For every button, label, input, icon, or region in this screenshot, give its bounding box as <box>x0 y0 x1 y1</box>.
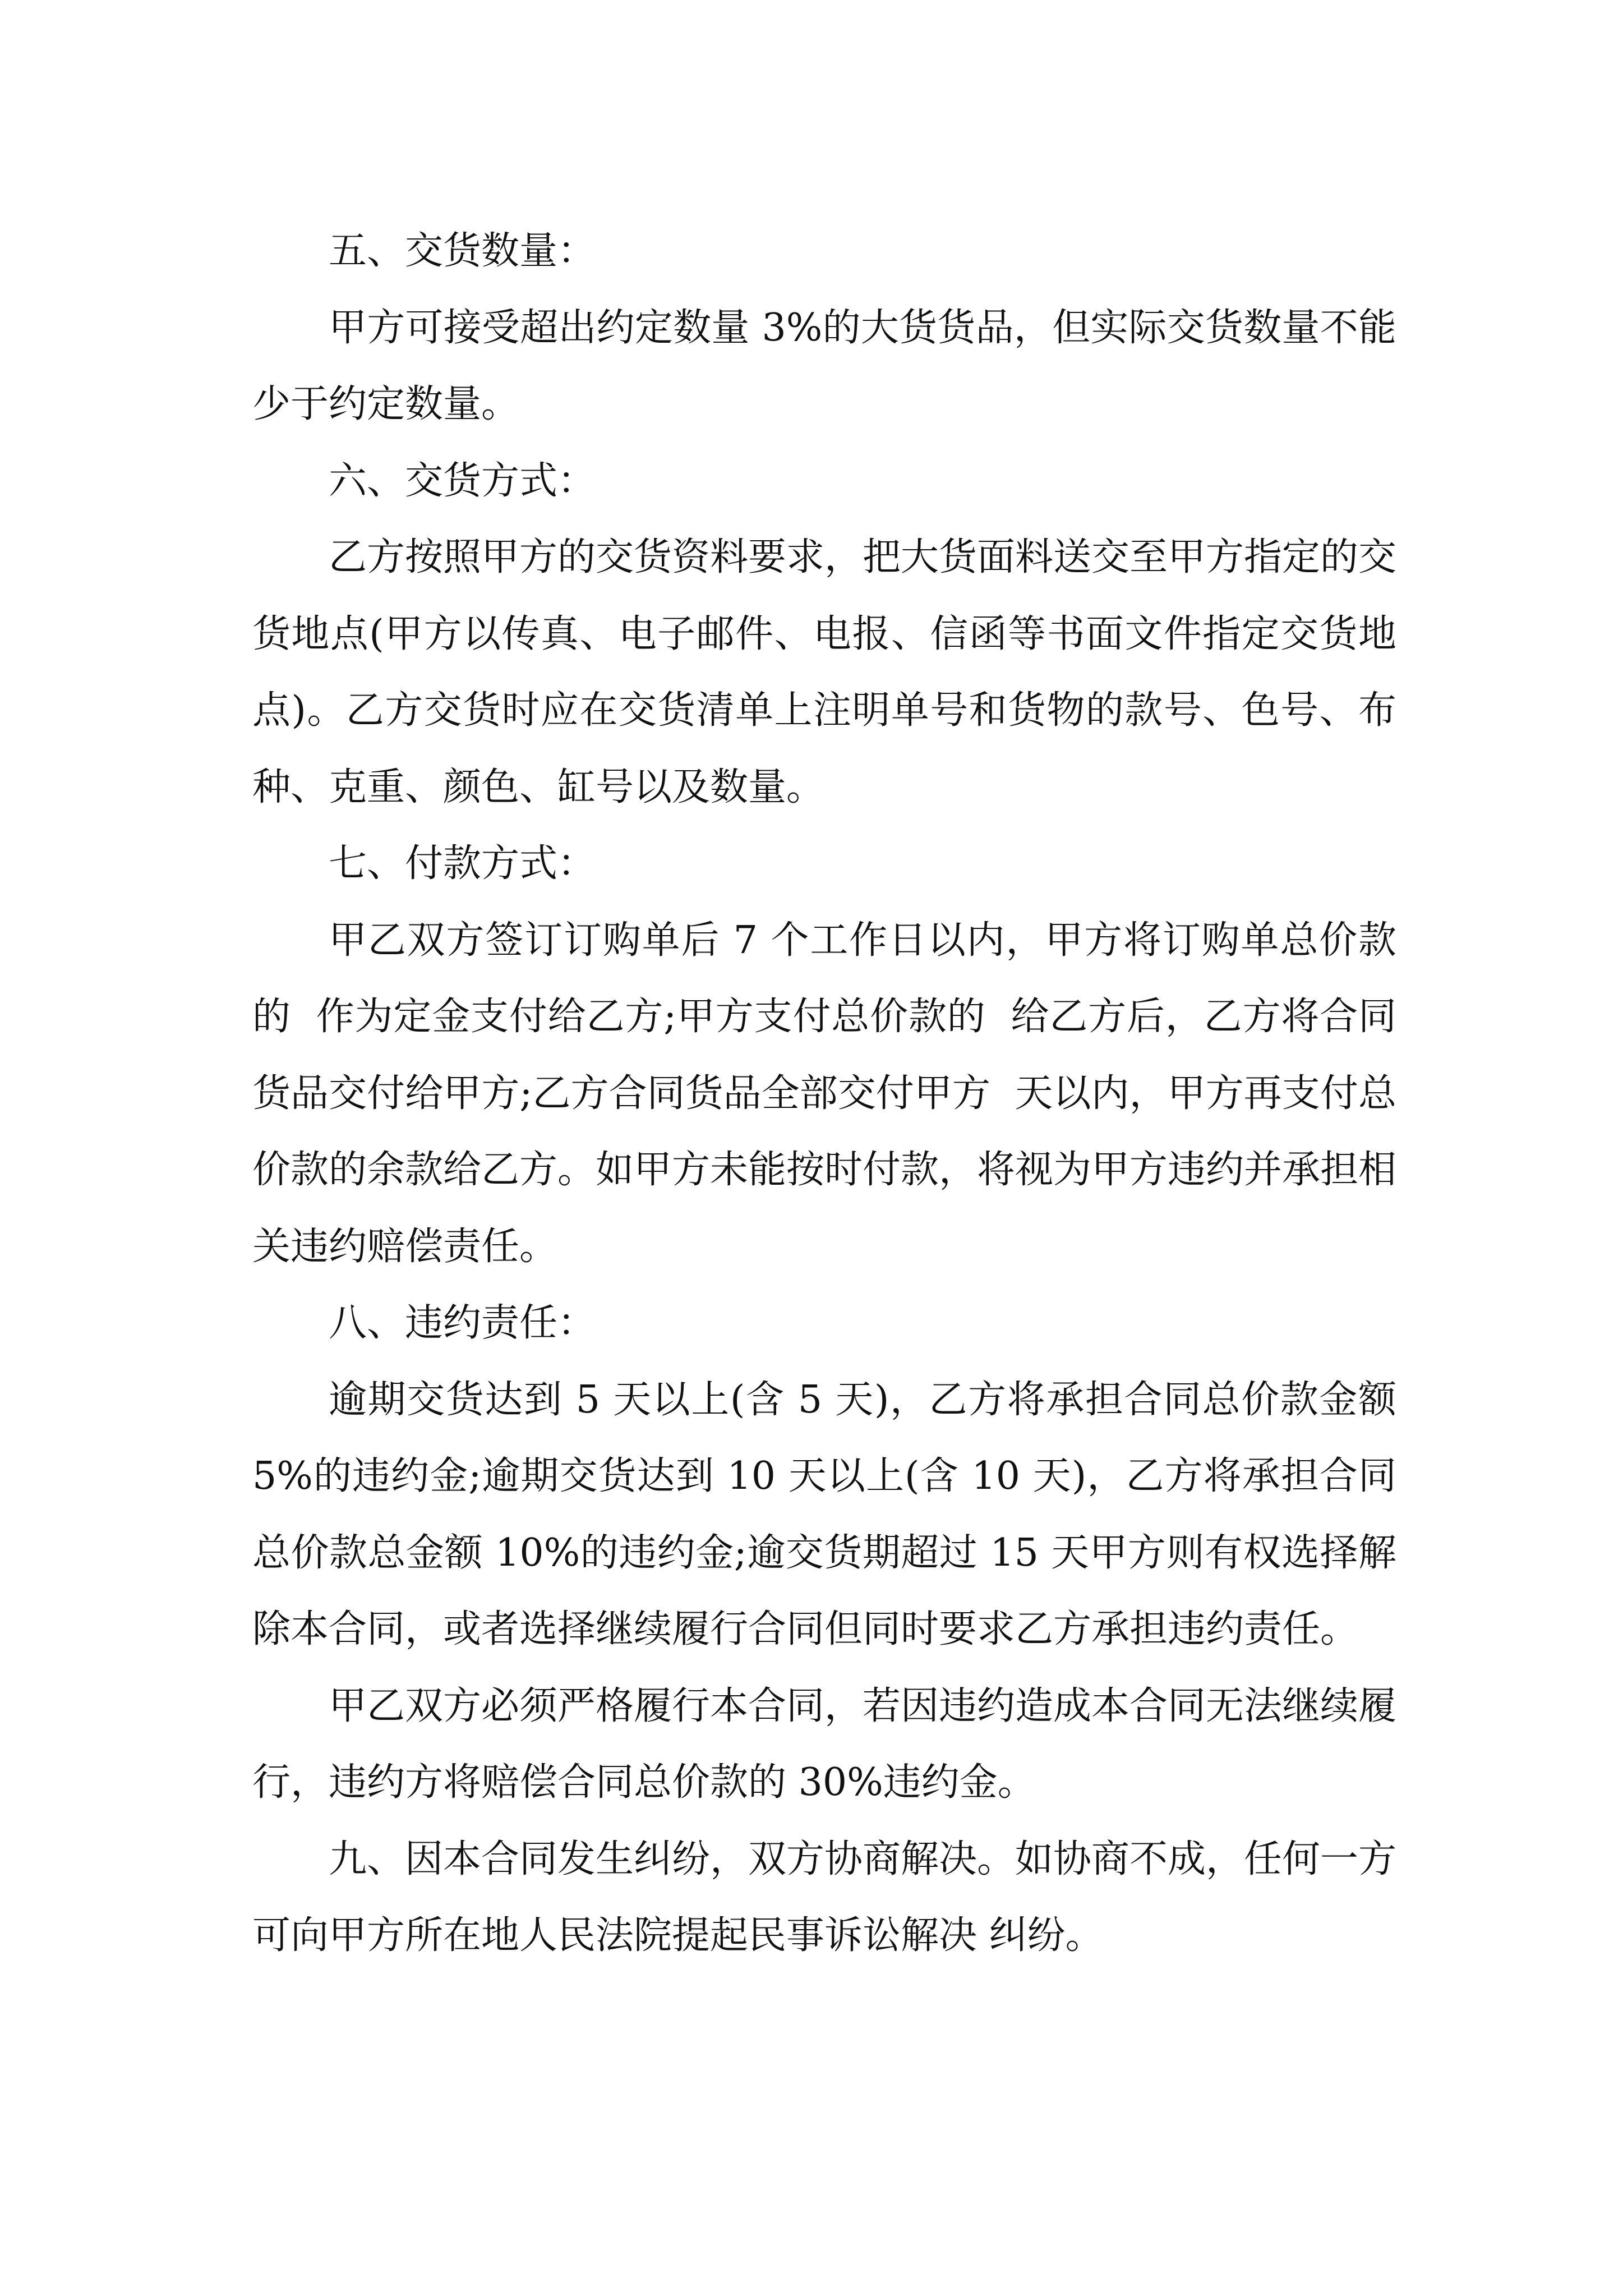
section-heading-delivery-method: 六、交货方式： <box>329 458 596 503</box>
section-heading-breach-liability: 八、违约责任： <box>329 1301 596 1345</box>
paragraph-delivery-quantity: 甲方可接受超出约定数量 3%的大货货品，但实际交货数量不能少于约定数量。 <box>252 305 1396 426</box>
paragraph-breach-compensation: 甲乙双方必须严格履行本合同，若因违约造成本合同无法继续履行，违约方将赔偿合同总价款的 30%违约金。 <box>252 1683 1397 1805</box>
section-heading-delivery-quantity: 五、交货数量： <box>329 229 596 273</box>
section-heading-payment-method: 七、付款方式： <box>329 841 596 886</box>
paragraph-delivery-method: 乙方按照甲方的交货资料要求，把大货面料送交至甲方指定的交货地点(甲方以传真、电子邮件、电报、信函等书面文件指定交货地点)。乙方交货时应在交货清单上注明单号和货物的款号、色号、布种、克重、颜色、缸号以及数量。 <box>252 535 1397 809</box>
paragraph-dispute-resolution: 九、因本合同发生纠纷，双方协商解决。如协商不成，任何一方可向甲方所在地人民法院提起民事诉讼解决 纠纷。 <box>252 1837 1397 1958</box>
paragraph-late-delivery-penalty: 逾期交货达到 5 天以上(含 5 天)，乙方将承担合同总价款金额 5%的违约金;逾期交货达到 10 天以上(含 10 天)，乙方将承担合同总价款总金额 10%的违约金;逾交货期超过 15 天甲方则有权选择解除本合同，或者选择继续履行合同但同时要求乙方承担违约责任。 <box>252 1377 1409 1651</box>
paragraph-payment-method: 甲乙双方签订订购单后 7 个工作日以内，甲方将订购单总价款的 作为定金支付给乙方;甲方支付总价款的 给乙方后，乙方将合同货品交付给甲方;乙方合同货品全部交付甲方 天以内，甲方再支付总价款的余款给乙方。如甲方未能按时付款，将视为甲方违约并承担相关违约赔偿责任。 <box>252 918 1397 1269</box>
document-body <box>252 213 1409 1975</box>
